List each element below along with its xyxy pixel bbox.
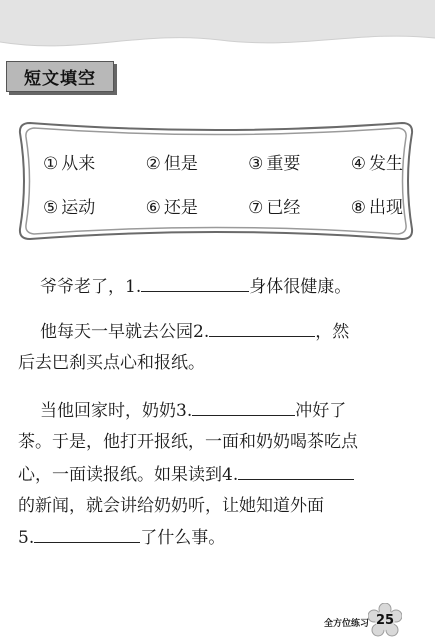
passage-line: 后去巴刹买点心和报纸。 <box>18 353 205 373</box>
answer-blank-2[interactable] <box>209 319 315 337</box>
word-option: ① 从来 <box>43 154 96 174</box>
word-bank-row-1 <box>43 149 403 174</box>
passage-line: 的新闻，就会讲给奶奶听，让她知道外面 <box>18 496 324 516</box>
passage-line: 5. 了什么事。 <box>18 523 225 554</box>
page-number-badge <box>368 603 402 637</box>
word-option: ④ 发生 <box>350 154 403 174</box>
word-bank <box>16 119 416 243</box>
page-number: 25 <box>375 612 395 628</box>
word-option: ⑧ 出现 <box>350 198 403 218</box>
passage-line: 当他回家时，奶奶3. 冲好了 <box>40 396 346 427</box>
passage-line: 他每天一早就去公园2. ，然 <box>40 317 349 348</box>
answer-blank-5[interactable] <box>34 525 140 543</box>
passage-line: 爷爷老了，1. 身体很健康。 <box>40 272 351 303</box>
word-option: ⑦ 已经 <box>248 198 301 218</box>
word-bank-frame <box>16 119 416 243</box>
passage-line: 茶。于是，他打开报纸，一面和奶奶喝茶吃点 <box>18 432 358 452</box>
word-option: ③ 重要 <box>248 154 301 174</box>
top-wave-band <box>0 0 435 58</box>
word-option: ⑥ 还是 <box>145 198 198 218</box>
section-title: 短文填空 <box>6 61 114 92</box>
answer-blank-3[interactable] <box>192 398 295 416</box>
answer-blank-4[interactable] <box>238 462 354 480</box>
answer-blank-1[interactable] <box>141 274 249 292</box>
word-option: ⑤ 运动 <box>43 198 96 218</box>
footer-label: 全方位练习 <box>324 619 370 629</box>
word-option: ② 但是 <box>145 154 198 174</box>
passage-line: 心，一面读报纸。如果读到4. <box>18 460 354 491</box>
word-bank-row-2 <box>43 193 403 218</box>
